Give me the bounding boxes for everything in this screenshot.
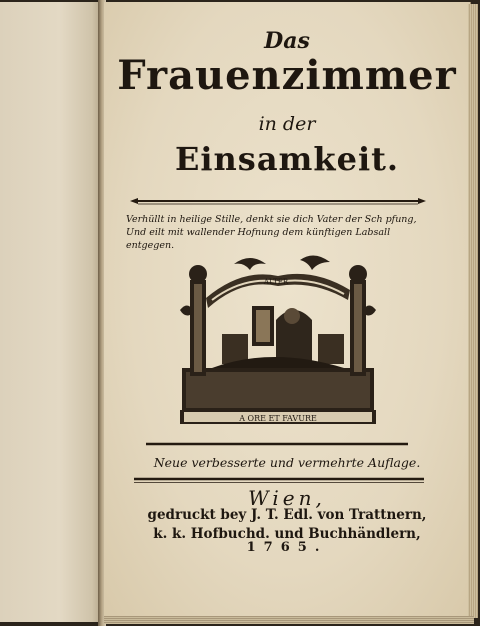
title-line-einsamkeit: Einsamkeit.	[174, 140, 400, 178]
left-page	[0, 2, 101, 622]
main-title: Frauenzimmer	[117, 52, 457, 99]
ornamental-rule-mid	[146, 440, 408, 448]
edition-statement: Neue verbesserte und vermehrte Auflage.	[153, 455, 421, 470]
imprint-year: 1765.	[246, 540, 328, 555]
ornamental-rule-lower	[134, 476, 424, 484]
imprint-printer	[104, 506, 470, 544]
printer-line-1: gedruckt bey J. T. Edl. von Trattnern,	[147, 507, 427, 523]
printer-line-2: k. k. Hofbuchd. und Buchhändlern,	[153, 526, 421, 542]
page-bottom-edges	[104, 616, 474, 624]
ornamental-rule-top	[128, 196, 428, 206]
vignette-banner-text: ALTER	[263, 278, 289, 286]
woodcut-vignette	[172, 250, 384, 432]
vignette-motto-text: A ORE ET FAVURE	[239, 414, 317, 423]
motto-line-1: Verhüllt in heilige Stille, denkt sie dich Vater der Sch pfung,	[126, 214, 417, 225]
imprint-place: Wien,	[248, 486, 326, 510]
motto-block	[126, 213, 436, 252]
motto-line-2: Und eilt mit wallender Hofnung dem künftigen Labsall entgegen.	[126, 227, 391, 251]
title-line-das: Das	[264, 28, 310, 54]
title-line-in-der: in der	[258, 113, 316, 135]
